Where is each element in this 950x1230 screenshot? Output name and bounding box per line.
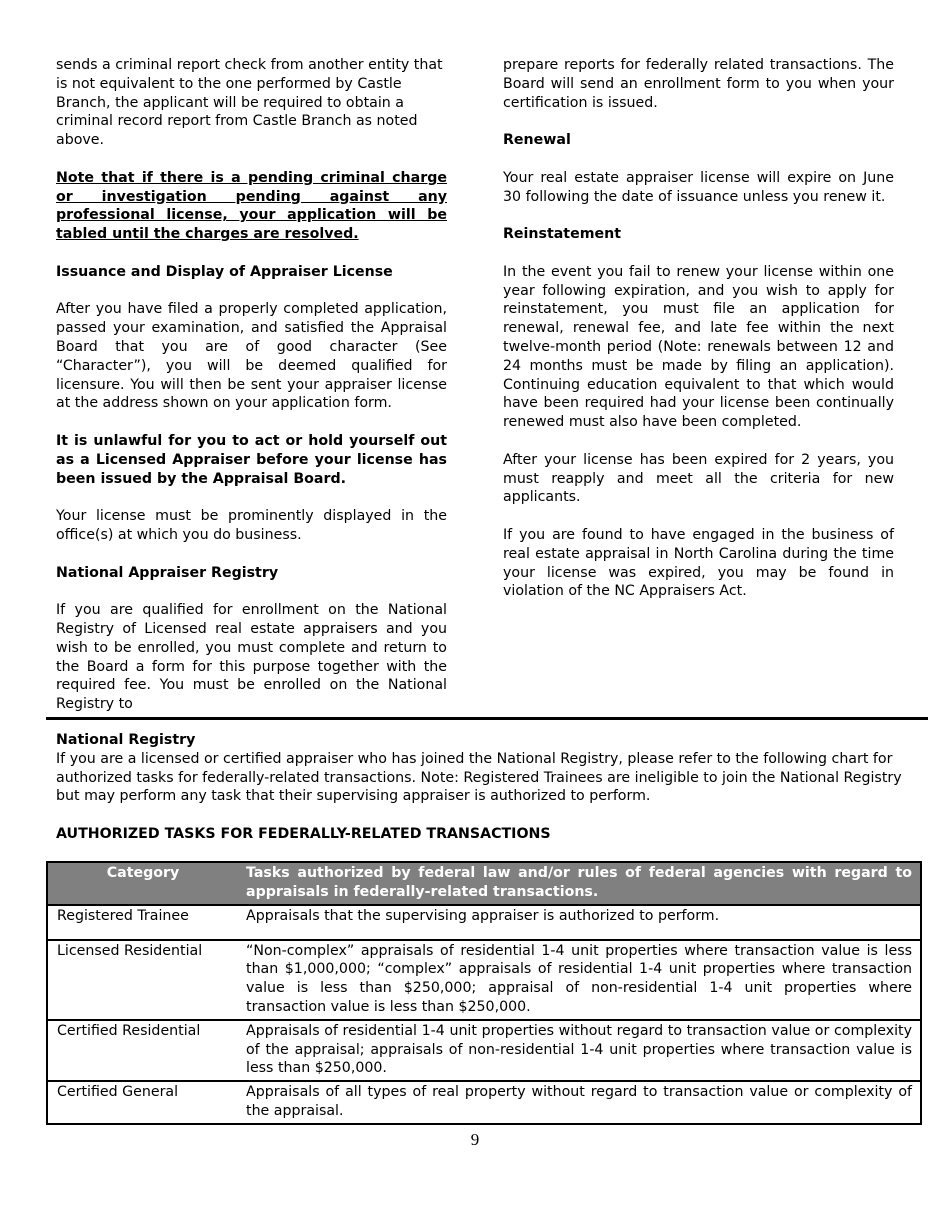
row-tasks: Appraisals that the supervising appraiser is authorized to perform. (237, 905, 921, 940)
reinstatement-paragraph-1: In the event you fail to renew your license within one year following expiration, and you wish to apply for reinstatement, you must file an application for renewal, renewal fee, and late fee within the next twelve-month period (Note: renewals between 12 and 24 months must be made by filing an application). Continuing education equivalent to that which would have been required had your license been continually renewed must also have been completed. (503, 263, 894, 431)
reinstatement-heading: Reinstatement (503, 226, 622, 243)
row-category: Licensed Residential (47, 940, 237, 1020)
left-paragraph-criminal-report: sends a criminal report check from another entity that is not equivalent to the one performed by Castle Branch, the applicant will be required to obtain a criminal record report from Castle Branch as noted above. (56, 57, 443, 149)
row-tasks: “Non-complex” appraisals of residential 1-4 unit properties where transaction value is less than $1,000,000; “complex” appraisals of residential 1-4 unit properties where transaction value is less than $250,000; appraisal of non-residential 1-4 unit properties where transaction value is less than $250,000. (237, 940, 921, 1020)
national-registry-intro: If you are a licensed or certified appraiser who has joined the National Registry, please refer to the following chart for authorized tasks for federally-related transactions. Note: Registered Trainees are ineligible to join the National Registry but may perform any task that their supervising appraiser is authorized to perform. (56, 750, 902, 805)
table-row (47, 1081, 921, 1124)
row-category: Registered Trainee (47, 905, 237, 940)
table-row (47, 905, 921, 940)
renewal-heading: Renewal (503, 132, 571, 149)
section-divider (46, 717, 928, 720)
national-registry-section (56, 731, 922, 862)
header-tasks: Tasks authorized by federal law and/or rules of federal agencies with regard to appraisals in federally-related transactions. (237, 862, 921, 905)
unlawful-warning: It is unlawful for you to act or hold yourself out as a Licensed Appraiser before your license has been issued by the Appraisal Board. (56, 432, 447, 487)
renewal-paragraph: Your real estate appraiser license will expire on June 30 following the date of issuance unless you renew it. (503, 169, 894, 205)
row-tasks: Appraisals of all types of real property without regard to transaction value or complexity of the appraisal. (237, 1081, 921, 1124)
registry-paragraph: If you are qualified for enrollment on the National Registry of Licensed real estate appraisers and you wish to be enrolled, you must complete and return to the Board a form for this purpose together with the required fee. You must be enrolled on the National Registry to (56, 602, 447, 713)
table-row (47, 1020, 921, 1081)
national-registry-heading: National Registry (56, 732, 196, 748)
issuance-paragraph: After you have filed a properly completed application, passed your examination, and satisfied the Appraisal Board that you are of good character (See “Character”), you will be deemed qualified for licensure. You will then be sent your appraiser license at the address shown on your application form. (56, 301, 447, 412)
row-tasks: Appraisals of residential 1-4 unit properties without regard to transaction value or complexity of the appraisal; appraisals of non-residential 1-4 unit properties where transaction value is less than $250,000. (237, 1020, 921, 1081)
right-paragraph-enrollment: prepare reports for federally related transactions. The Board will send an enrollment form to you when your certification is issued. (503, 57, 894, 111)
issuance-heading: Issuance and Display of Appraiser License (56, 263, 393, 280)
display-paragraph: Your license must be prominently displayed in the office(s) at which you do business. (56, 508, 447, 543)
reinstatement-paragraph-3: If you are found to have engaged in the business of real estate appraisal in North Carolina during the time your license was expired, you may be found in violation of the NC Appraisers Act. (503, 526, 894, 600)
authorized-tasks-table (46, 861, 922, 1125)
table-row (47, 940, 921, 1020)
table-header-row (47, 862, 921, 905)
page-number: 9 (470, 1130, 480, 1149)
row-category: Certified Residential (47, 1020, 237, 1081)
header-category: Category (47, 862, 237, 905)
left-column (56, 56, 447, 733)
reinstatement-paragraph-2: After your license has been expired for 2 years, you must reapply and meet all the criteria for new applicants. (503, 451, 894, 506)
right-column (503, 56, 894, 620)
registry-heading: National Appraiser Registry (56, 564, 279, 581)
pending-charge-note: Note that if there is a pending criminal charge or investigation pending against any professional license, your application will be tabled until the charges are resolved. (56, 169, 447, 243)
row-category: Certified General (47, 1081, 237, 1124)
authorized-tasks-title: AUTHORIZED TASKS FOR FEDERALLY-RELATED TRANSACTIONS (56, 825, 551, 842)
